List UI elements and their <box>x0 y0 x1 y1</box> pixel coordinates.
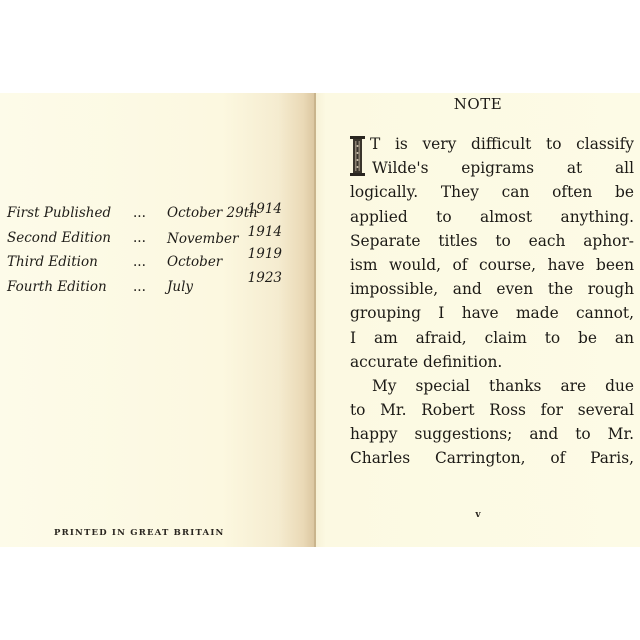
text-line: Separate titles to each aphor- <box>350 231 634 250</box>
text-line: logically. They can often be <box>350 183 634 202</box>
edition-leader-dots: ... <box>133 205 146 221</box>
edition-row <box>7 269 282 304</box>
drop-cap-letter <box>350 136 364 176</box>
note-body <box>350 132 634 471</box>
printer-imprint: PRINTED IN GREAT BRITAIN <box>54 528 225 538</box>
text-line: I am afraid, claim to be an <box>350 328 634 347</box>
edition-leader-dots: ... <box>133 278 146 295</box>
note-heading: NOTE <box>453 95 503 113</box>
edition-year: 1923 <box>247 269 282 286</box>
edition-leader-dots: ... <box>133 229 146 246</box>
edition-row <box>7 246 282 279</box>
edition-month: October <box>167 254 223 270</box>
edition-year: 1914 <box>247 201 282 217</box>
text-line: ism would, of course, have been <box>350 255 634 274</box>
edition-month: November <box>167 230 239 247</box>
text-line: accurate definition. <box>350 352 503 371</box>
edition-month: October 29th <box>167 205 258 221</box>
edition-history <box>7 201 282 303</box>
text-line: applied to almost anything. <box>350 207 634 226</box>
text-line: grouping I have made cannot, <box>350 304 634 323</box>
edition-name: Second Edition <box>7 229 111 246</box>
text-line: Wilde's epigrams at all <box>372 159 634 178</box>
text-line: impossible, and even the rough <box>350 280 634 299</box>
text-line: Charles Carrington, of Paris, <box>350 449 634 468</box>
page-number: v <box>475 510 481 520</box>
text-line: My special thanks are due <box>372 376 634 395</box>
ornamental-drop-cap-icon <box>350 136 365 176</box>
left-page <box>0 93 316 547</box>
edition-row <box>7 223 282 255</box>
edition-year: 1914 <box>247 223 282 240</box>
text-line: T is very difficult to classify <box>370 135 634 153</box>
text-line: happy suggestions; and to Mr. <box>350 425 634 444</box>
edition-month: July <box>167 278 194 295</box>
edition-leader-dots: ... <box>133 254 146 270</box>
edition-name: First Published <box>7 205 112 221</box>
edition-row <box>7 201 282 230</box>
edition-name: Third Edition <box>7 254 98 270</box>
text-line: to Mr. Robert Ross for several <box>350 401 634 420</box>
edition-name: Fourth Edition <box>7 278 107 295</box>
edition-year: 1919 <box>247 246 282 262</box>
book-spread <box>0 93 640 547</box>
